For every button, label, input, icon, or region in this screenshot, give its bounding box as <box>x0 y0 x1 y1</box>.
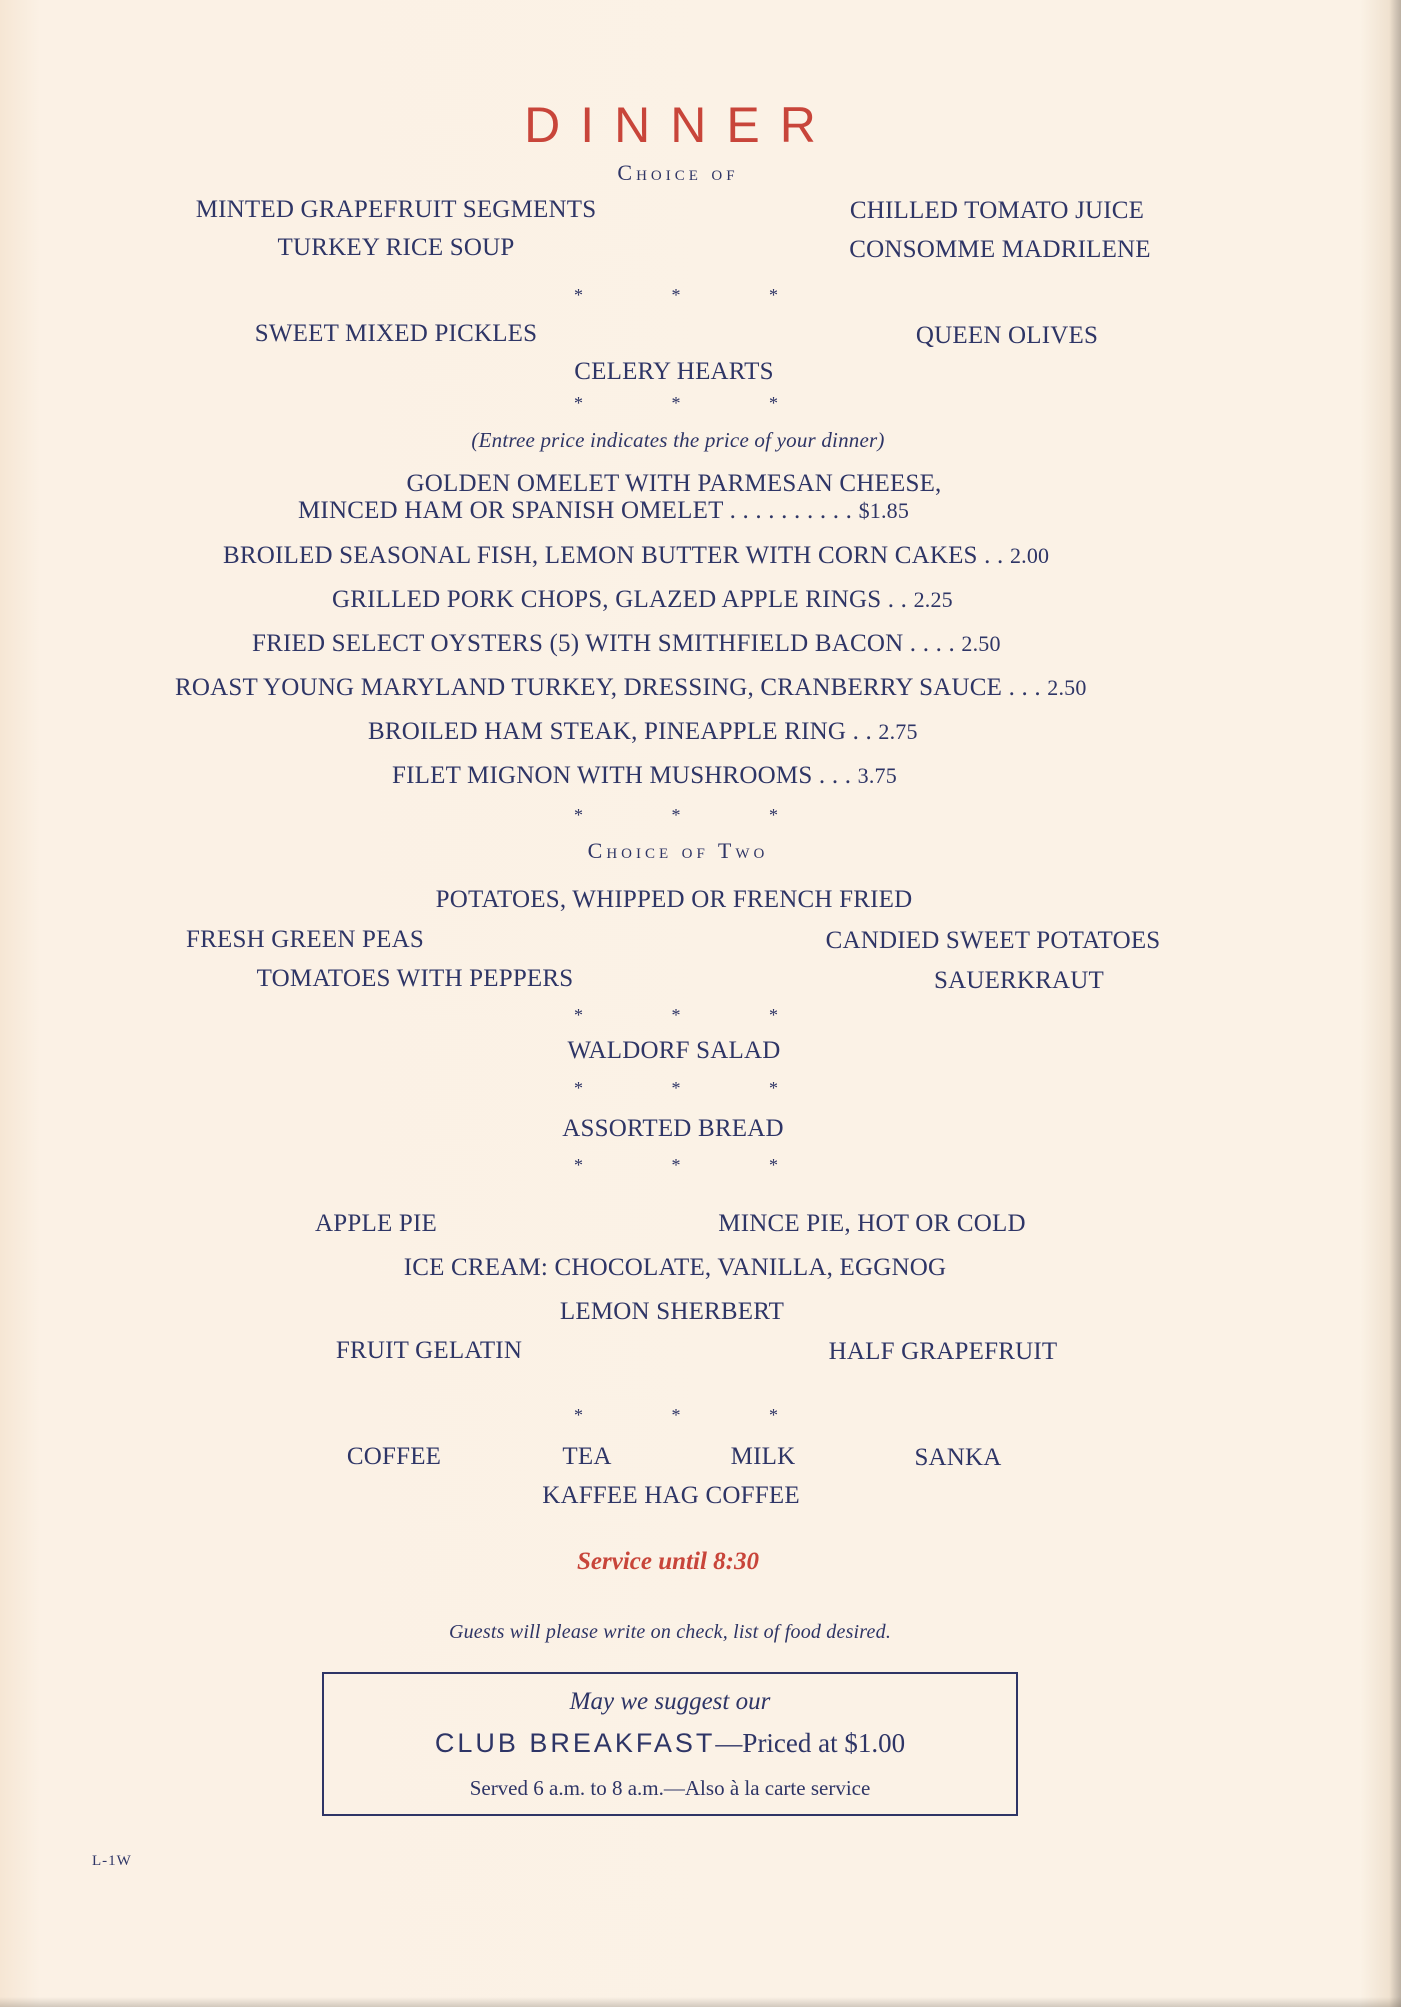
beverage-tea: TEA <box>562 1443 612 1470</box>
leader-dots: . . <box>984 542 1004 569</box>
entree-pork-chops <box>332 586 953 614</box>
entree-omelet-line1: GOLDEN OMELET WITH PARMESAN CHEESE, <box>406 470 942 497</box>
leader-dots: . . . <box>1008 674 1041 701</box>
separator-1: * * * <box>574 285 820 305</box>
entree-fish <box>223 542 1049 570</box>
club-box-line1: May we suggest our <box>569 1688 771 1715</box>
club-breakfast-price: —Priced at $1.00 <box>715 1728 906 1758</box>
dessert-gelatin: FRUIT GELATIN <box>335 1337 523 1364</box>
leader-dots: . . . . . . . . . . <box>729 497 853 524</box>
beverage-coffee: COFFEE <box>346 1443 442 1470</box>
entree-name: FRIED SELECT OYSTERS (5) WITH SMITHFIELD BACON <box>252 630 904 657</box>
paper-edge-shadow <box>1389 0 1401 2007</box>
side-tomatoes: TOMATOES WITH PEPPERS <box>256 965 574 992</box>
relish-celery: CELERY HEARTS <box>574 358 774 385</box>
separator-4: * * * <box>574 1005 820 1025</box>
entree-price: 2.50 <box>1047 675 1087 700</box>
side-sauerkraut: SAUERKRAUT <box>933 967 1105 994</box>
entree-name: MINCED HAM OR SPANISH OMELET <box>298 497 724 524</box>
club-breakfast-box <box>322 1672 1018 1816</box>
separator-3: * * * <box>574 805 820 825</box>
choice-of-two-heading: Choice of Two <box>587 838 769 863</box>
entree-name: BROILED SEASONAL FISH, LEMON BUTTER WITH CORN CAKES <box>223 542 978 569</box>
guests-note: Guests will please write on check, list of food desired. <box>448 1621 892 1643</box>
entree-name: FILET MIGNON WITH MUSHROOMS <box>392 762 813 789</box>
relish-pickles: SWEET MIXED PICKLES <box>254 320 538 347</box>
separator-5: * * * <box>574 1078 820 1098</box>
entree-oysters <box>252 630 1001 658</box>
entree-price: 3.75 <box>857 763 897 788</box>
starter-grapefruit: MINTED GRAPEFRUIT SEGMENTS <box>195 196 597 223</box>
separator-2: * * * <box>574 393 820 413</box>
leader-dots: . . . <box>818 762 852 789</box>
starter-consomme: CONSOMME MADRILENE <box>849 236 1151 263</box>
bread: ASSORTED BREAD <box>562 1115 784 1142</box>
paper-bottom-shadow <box>0 1997 1401 2007</box>
leader-dots: . . . . <box>909 630 955 657</box>
beverage-milk: MILK <box>730 1443 796 1470</box>
dessert-ice-cream: ICE CREAM: CHOCOLATE, VANILLA, EGGNOG <box>403 1254 947 1281</box>
leader-dots: . . <box>852 718 872 745</box>
side-potatoes: POTATOES, WHIPPED OR FRENCH FRIED <box>435 886 913 913</box>
salad: WALDORF SALAD <box>567 1037 781 1064</box>
leader-dots: . . <box>887 586 908 613</box>
starter-tomato-juice: CHILLED TOMATO JUICE <box>849 197 1145 224</box>
entree-price: $1.85 <box>858 498 910 523</box>
entree-price: 2.50 <box>961 631 1001 656</box>
entree-name: BROILED HAM STEAK, PINEAPPLE RING <box>368 718 847 745</box>
relish-olives: QUEEN OLIVES <box>915 322 1099 349</box>
service-until-note: Service until 8:30 <box>577 1548 759 1575</box>
entree-price: 2.00 <box>1009 543 1050 568</box>
entree-price: 2.25 <box>913 587 953 612</box>
beverage-kaffee-hag: KAFFEE HAG COFFEE <box>542 1482 800 1509</box>
separator-7: * * * <box>574 1405 820 1425</box>
club-breakfast-label: CLUB BREAKFAST <box>434 1728 716 1758</box>
dessert-sherbert: LEMON SHERBERT <box>559 1298 785 1325</box>
entree-name: GRILLED PORK CHOPS, GLAZED APPLE RINGS <box>332 586 882 613</box>
menu-title: DINNER <box>524 97 836 153</box>
dessert-apple-pie: APPLE PIE <box>315 1210 437 1237</box>
entree-ham-steak <box>368 718 918 746</box>
entree-price-note: (Entree price indicates the price of your dinner) <box>471 428 885 452</box>
entree-price: 2.75 <box>878 719 918 744</box>
dessert-half-grapefruit: HALF GRAPEFRUIT <box>828 1338 1058 1365</box>
club-box-line2 <box>324 1728 1016 1759</box>
beverage-sanka: SANKA <box>914 1444 1002 1471</box>
starter-turkey-soup: TURKEY RICE SOUP <box>277 234 515 261</box>
entree-name: ROAST YOUNG MARYLAND TURKEY, DRESSING, CRANBERRY SAUCE <box>175 674 1003 701</box>
form-code: L-1W <box>92 1853 132 1869</box>
dessert-mince-pie: MINCE PIE, HOT OR COLD <box>718 1210 1026 1237</box>
side-sweet-potatoes: CANDIED SWEET POTATOES <box>825 927 1161 954</box>
entree-turkey <box>175 674 1087 702</box>
entree-filet-mignon <box>392 762 897 790</box>
entree-omelet-line2 <box>298 497 909 525</box>
choice-of-heading: Choice of <box>617 160 739 185</box>
club-box-line3: Served 6 a.m. to 8 a.m.—Also à la carte service <box>469 1776 871 1800</box>
separator-6: * * * <box>574 1155 820 1175</box>
side-peas: FRESH GREEN PEAS <box>186 926 424 953</box>
